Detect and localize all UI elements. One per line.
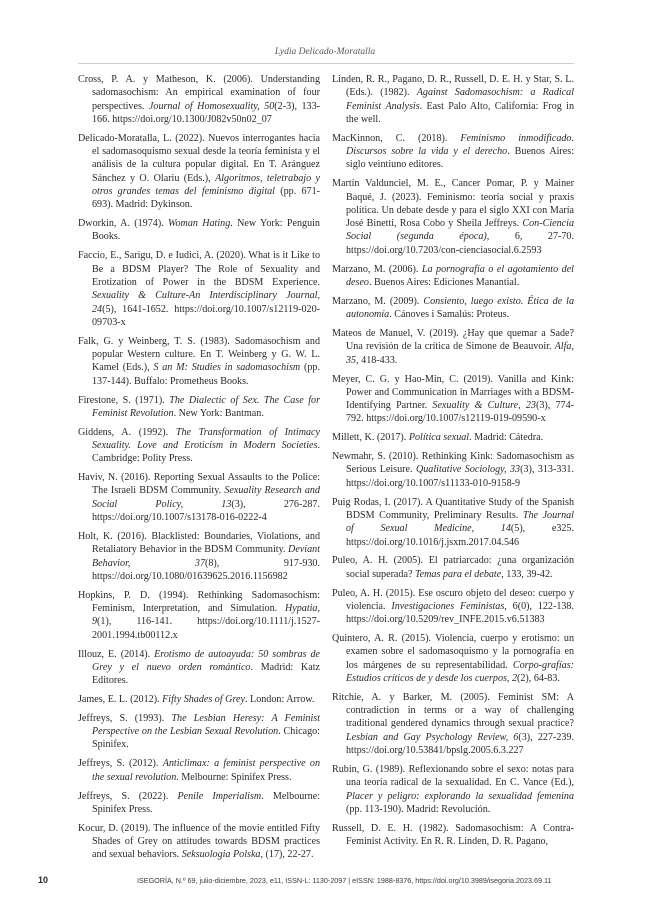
reference-entry: Jeffreys, S. (2022). Penile Imperialism. Melbourne: Spinifex Press.: [78, 790, 321, 815]
reference-entry: Falk, G. y Weinberg, T. S. (1983). Sadomasochism and popular Western culture. En T. Weinberg y G. W. L. Kamel (Eds.), S an M: Studies in sadomasochism (pp. 137-144). Buffalo: Prometheus Books.: [78, 335, 320, 387]
reference-entry: Delicado-Moratalla, L. (2022). Nuevos interrogantes hacia el sadomasoquismo sexual desde la teoría feminista y el análisis de la cultura popular digital. En T. Aránguez Sánchez y O. Olariu (Eds.), Algoritmos, teletrabajo y otros grandes temas del feminismo digital (pp. 671-693). Madrid: Dykinson.: [78, 132, 320, 211]
reference-entry: Russell, D. E. H. (1982). Sadomasochism: A Contra-Feminist Activity. En R. R. Linden, D. R. Pagano,: [332, 822, 574, 848]
reference-entry: Firestone, S. (1971). The Dialectic of Sex. The Case for Feminist Revolution. New York: Bantman.: [78, 394, 320, 419]
reference-entry: MacKinnon, C. (2018). Feminismo inmodificado. Discursos sobre la vida y el derecho. Buenos Aires: siglo veintiuno editores.: [332, 132, 575, 171]
reference-entry: Newmahr, S. (2010). Rethinking Kink: Sadomasochism as Serious Leisure. Qualitative Sociology, 33(3), 313-331. https://doi.org/10.1007/s11133-010-9158-9: [332, 451, 575, 489]
reference-entry: Faccio, E., Sarigu, D. e Iudici, A. (2020). What is it Like to Be a BDSM Player? The Role of Sexuality and Erotization of Power in the BDSM Experience. Sexuality & Culture-An Interdisciplinary Journal, 24(5), 1641-1652. https://doi.org/10.1007/s12119-020-09703-x: [78, 250, 320, 328]
running-head: Lydia Delicado-Moratalla: [274, 47, 376, 57]
reference-entry: Marzano, M. (2009). Consiento, luego existo. Ética de la autonomía. Cánoves i Samalús: Proteus.: [332, 295, 574, 321]
reference-entry: Millett, K. (2017). Política sexual. Madrid: Cátedra.: [332, 432, 544, 444]
reference-entry: Dworkin, A. (1974). Woman Hating. New York: Penguin Books.: [78, 218, 320, 243]
journal-citation-line: ISEGORÍA, N.º 69, julio-diciembre, 2023, e11, ISSN-L: 1130-2097 | eISSN: 1988-8376, https://doi.org/10.3989/isegoria.2023.69.11: [137, 876, 552, 885]
reference-entry: Marzano, M. (2006). La pornografía o el agotamiento del deseo. Buenos Aires: Ediciones Manantial.: [332, 263, 574, 288]
reference-entry: Puleo, A. H. (2015). Ese oscuro objeto del deseo: cuerpo y violencia. Investigaciones Feministas, 6(0), 122-138. https://doi.org/10.5209/rev_INFE.2015.v6.51383: [332, 587, 575, 626]
reference-entry: Quintero, A. R. (2015). Violencia, cuerpo y erotismo: un examen sobre el sadomasoquismo y la pornografía en los márgenes de su representabilidad. Corpo-grafías: Estudios críticos de y desde los cuerpos, 2(2), 64-83.: [332, 633, 574, 684]
reference-entry: Puleo, A. H. (2005). El patriarcado: ¿una organización social superada? Temas para el debate, 133, 39-42.: [332, 555, 574, 580]
reference-entry: Giddens, A. (1992). The Transformation of Intimacy Sexuality. Love and Eroticism in Modern Societies. Cambridge: Polity Press.: [78, 426, 320, 465]
reference-entry: Jeffreys, S. (1993). The Lesbian Heresy: A Feminist Perspective on the Lesbian Sexual Revolution. Chicago: Spinifex.: [78, 712, 320, 751]
reference-entry: Hopkins, P. D. (1994). Rethinking Sadomasochism: Feminism, Interpretation, and Simulation. Hypatia, 9(1), 116-141. https://doi.org/10.1111/j.1527-2001.1994.tb00112.x: [78, 589, 320, 641]
reference-entry: Puig Rodas, I. (2017). A Quantitative Study of the Spanish BDSM Community, Preliminary Results. The Journal of Sexual Medicine, 14(5), e325. https://doi.org/10.1016/j.jsxm.2017.04.546: [332, 496, 574, 548]
references-left-column: [78, 73, 320, 867]
page-footer: [0, 875, 650, 889]
reference-entry: James, E. L. (2012). Fifty Shades of Grey. London: Arrow.: [78, 694, 315, 705]
references-right-column: [332, 73, 574, 854]
reference-entry: Mateos de Manuel, V. (2019). ¿Hay que quemar a Sade? Una revisión de la crítica de Simone de Beauvoir. Alfa, 35, 418-433.: [332, 328, 574, 366]
reference-entry: Meyer, C. G. y Hao-Min, C. (2019). Vanilla and Kink: Power and Communication in Marriages with a BDSM-Identifying Partner. Sexuality & Culture, 23(3), 774-792. https://doi.org/10.1007/s12119-019-09590-x: [332, 373, 574, 425]
reference-entry: Kocur, D. (2019). The influence of the movie entitled Fifty Shades of Grey on attitudes towards BDSM practices and sexual behaviors. Seksuologia Polska, (17), 22-27.: [78, 822, 320, 861]
reference-entry: Haviv, N. (2016). Reporting Sexual Assaults to the Police: The Israeli BDSM Community. Sexuality Research and Social Policy, 13(3), 276-287. https://doi.org/10.1007/s13178-016-0222-4: [78, 472, 321, 524]
reference-entry: Holt, K. (2016). Blacklisted: Boundaries, Violations, and Retaliatory Behavior in the BDSM Community. Deviant Behavior, 37(8), 917-930. https://doi.org/10.1080/01639625.2016.1156982: [78, 530, 320, 582]
page-number: 10: [38, 875, 49, 885]
reference-entry: Jeffreys, S. (2012). Anticlimax: a feminist perspective on the sexual revolution. Melbourne: Spinifex Press.: [78, 758, 320, 783]
reference-entry: Cross, P. A. y Matheson, K. (2006). Understanding sadomasochism: An empirical examination of four perspectives. Journal of Homosexuality, 50(2-3), 133-166. https://doi.org/10.1300/J082v50n02_07: [78, 74, 321, 125]
reference-entry: Linden, R. R., Pagano, D. R., Russell, D. E. H. y Star, S. L. (Eds.). (1982). Against Sadomasochism: a Radical Feminist Analysis. East Palo Alto, California: Frog in the well.: [332, 74, 575, 125]
reference-entry: Ritchie, A. y Barker, M. (2005). Feminist SM: A contradiction in terms or a way of challenging traditional gendered dynamics through sexual practice? Lesbian and Gay Psychology Review, 6(3), 227-239. https://doi.org/10.53841/bpslg.2005.6.3.227: [332, 691, 575, 757]
header-rule: [78, 63, 574, 64]
reference-entry: Rubin, G. (1989). Reflexionando sobre el sexo: notas para una teoría radical de la sexualidad. En C. Vance (Ed.), Placer y peligro: explorando la sexualidad femenina (pp. 113-190). Madrid: Revolución.: [332, 763, 574, 815]
reference-entry: Illouz, E. (2014). Erotismo de autoayuda: 50 sombras de Grey y el nuevo orden romántico. Madrid: Katz Editores.: [78, 648, 321, 687]
reference-entry: Martín Valdunciel, M. E., Cancer Pomar, P. y Mainer Baqué, J. (2023). Feminismo: teoría social y praxis política. Un debate desde y para el siglo XXI con María José Binetti, Rosa Cobo y Sheila Jeffreys. Con-Ciencia Social (segunda época), 6, 27-70. https://doi.org/10.7203/con-cienciasocial.6.2593: [332, 178, 574, 256]
